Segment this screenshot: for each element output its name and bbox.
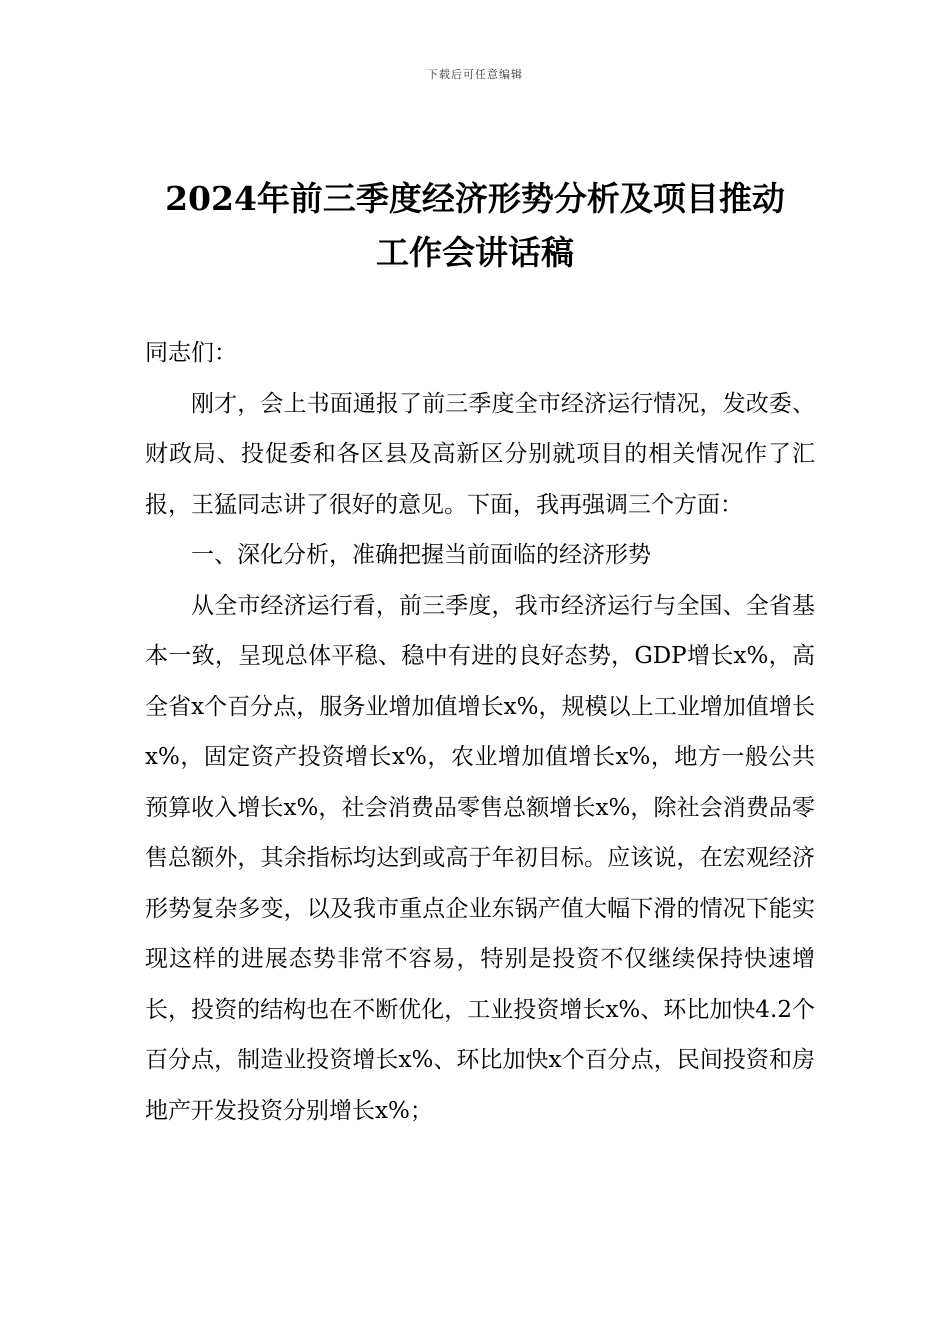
- document-body: [145, 328, 815, 1136]
- salutation: 同志们：: [145, 340, 237, 366]
- title-line-1: 2024年前三季度经济形势分析及项目推动: [165, 179, 785, 218]
- title-line-2: 工作会讲话稿: [376, 233, 574, 272]
- paragraph-intro: 刚才，会上书面通报了前三季度全市经济运行情况，发改委、财政局、投促委和各区县及高新区分别就项目的相关情况作了汇报，王猛同志讲了很好的意见。下面，我再强调三个方面：: [145, 390, 815, 518]
- header-note: 下载后可任意编辑: [427, 68, 523, 81]
- paragraph-economy: 从全市经济运行看，前三季度，我市经济运行与全国、全省基本一致，呈现总体平稳、稳中有进的良好态势，GDP增长x%，高全省x个百分点，服务业增加值增长x%，规模以上工业增加值增长x%，固定资产投资增长x%，农业增加值增长x%，地方一般公共预算收入增长x%，社会消费品零售总额增长x%，除社会消费品零售总额外，其余指标均达到或高于年初目标。应该说，在宏观经济形势复杂多变，以及我市重点企业东锅产值大幅下滑的情况下能实现这样的进展态势非常不容易，特别是投资不仅继续保持快速增长，投资的结构也在不断优化，工业投资增长x%、环比加快4.2个百分点，制造业投资增长x%、环比加快x个百分点，民间投资和房地产开发投资分别增长x%；: [145, 592, 815, 1124]
- document-title: [100, 172, 850, 280]
- section-heading-1: 一、深化分析，准确把握当前面临的经济形势: [191, 542, 651, 568]
